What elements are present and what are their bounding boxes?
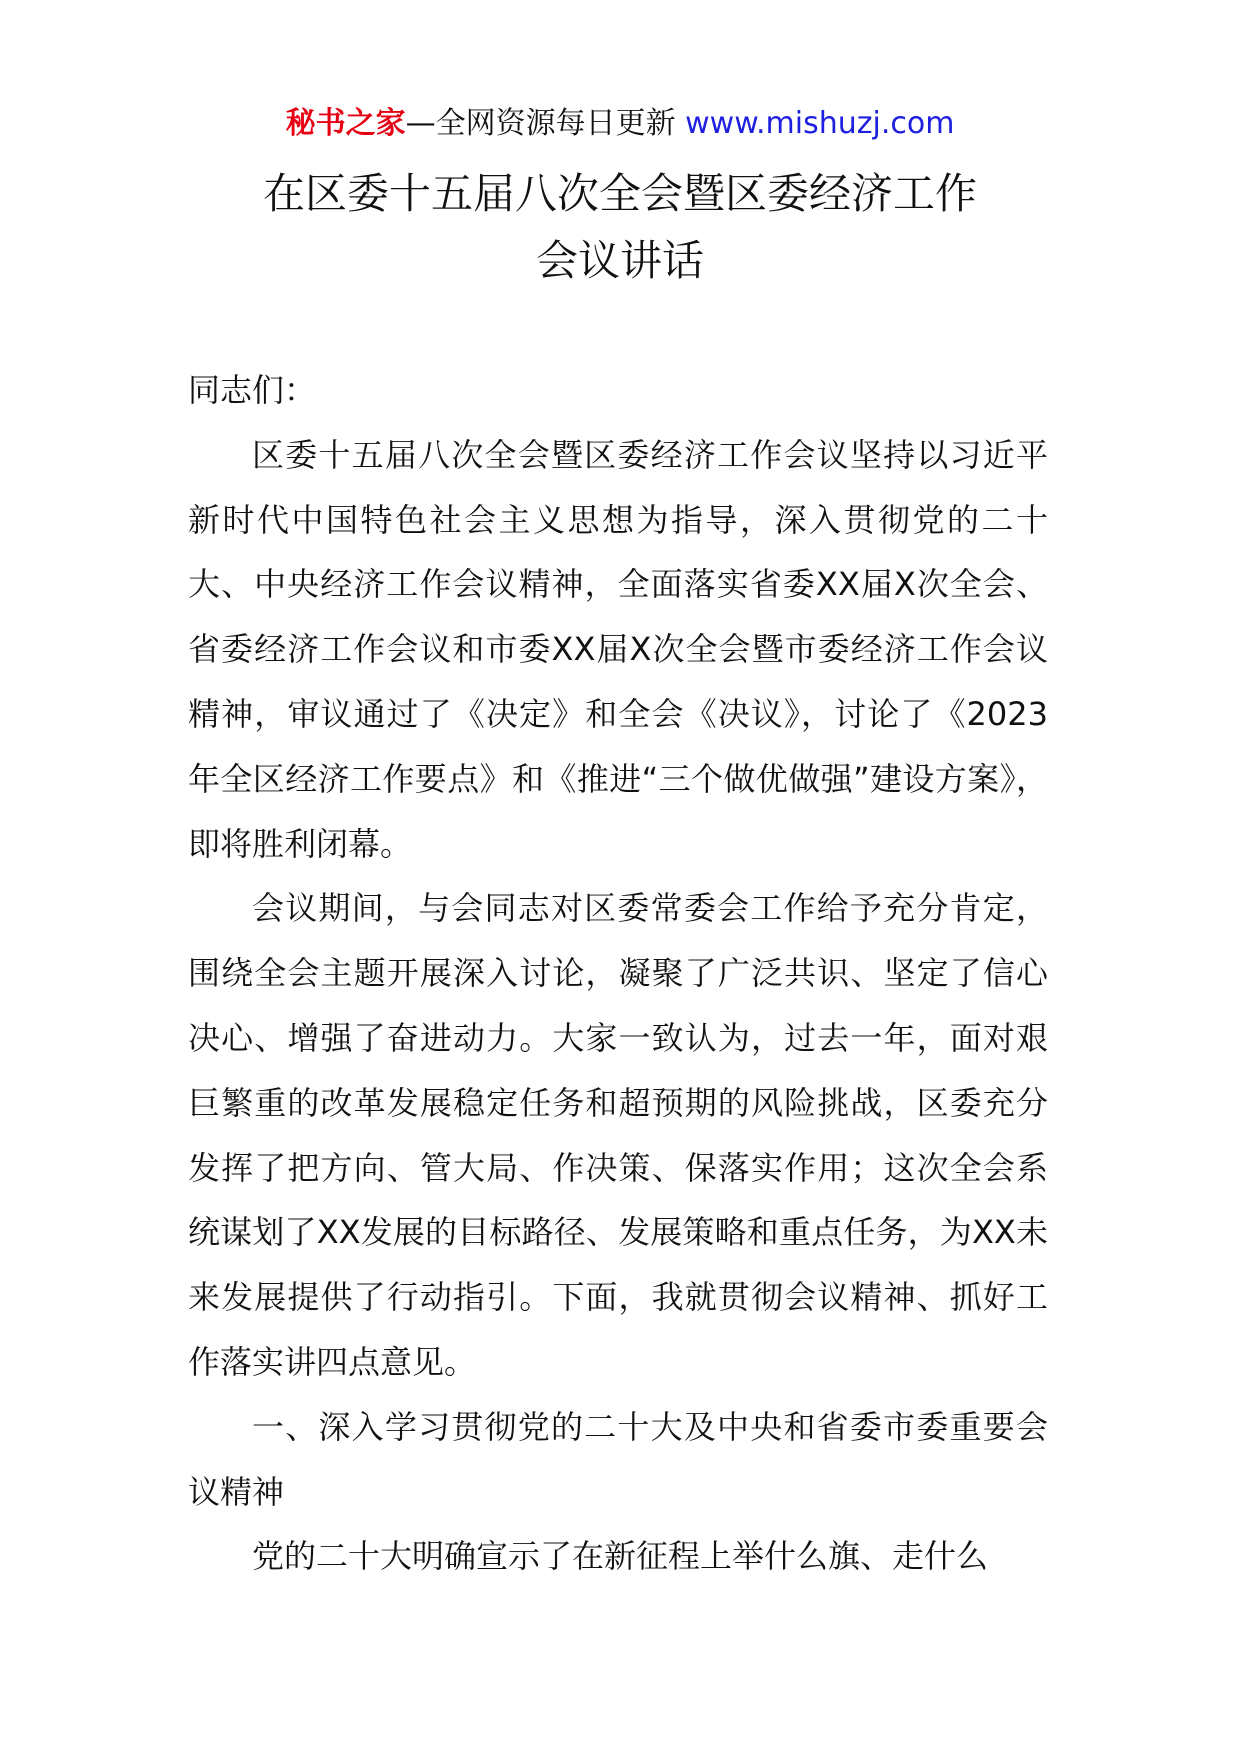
- paragraph-meeting-review: 会议期间，与会同志对区委常委会工作给予充分肯定，围绕全会主题开展深入讨论，凝聚了广泛共识、坚定了信心决心、增强了奋进动力。大家一致认为，过去一年，面对艰巨繁重的改革发展稳定任务和超预期的风险挑战，区委充分发挥了把方向、管大局、作决策、保落实作用；这次全会系统谋划了XX发展的目标路径、发展策略和重点任务，为XX未来发展提供了行动指引。下面，我就贯彻会议精神、抓好工作落实讲四点意见。: [188, 889, 1048, 1381]
- document-title-line-1: 在区委十五届八次全会暨区委经济工作: [262, 169, 977, 218]
- site-header: [0, 100, 1240, 148]
- salutation: 同志们：: [188, 371, 317, 409]
- document-title-line-2: 会议讲话: [535, 236, 704, 285]
- paragraph-section-1: 党的二十大明确宣示了在新征程上举什么旗、走什么: [252, 1537, 989, 1576]
- site-url-link[interactable]: www.mishuzj.com: [685, 106, 955, 141]
- paragraph-intro: 区委十五届八次全会暨区委经济工作会议坚持以习近平新时代中国特色社会主义思想为指导，深入贯彻党的二十大、中央经济工作会议精神，全面落实省委XX届X次全会、省委经济工作会议和市委XX届X次全会暨市委经济工作会议精神，审议通过了《决定》和全会《决议》，讨论了《2023年全区经济工作要点》和《推进“三个做优做强”建设方案》，即将胜利闭幕。: [188, 435, 1048, 863]
- header-slogan: —全网资源每日更新: [405, 106, 676, 141]
- document-body: [188, 358, 1048, 1589]
- section-heading-1: 一、深入学习贯彻党的二十大及中央和省委市委重要会议精神: [188, 1407, 1048, 1511]
- brand-name: 秘书之家: [285, 106, 406, 141]
